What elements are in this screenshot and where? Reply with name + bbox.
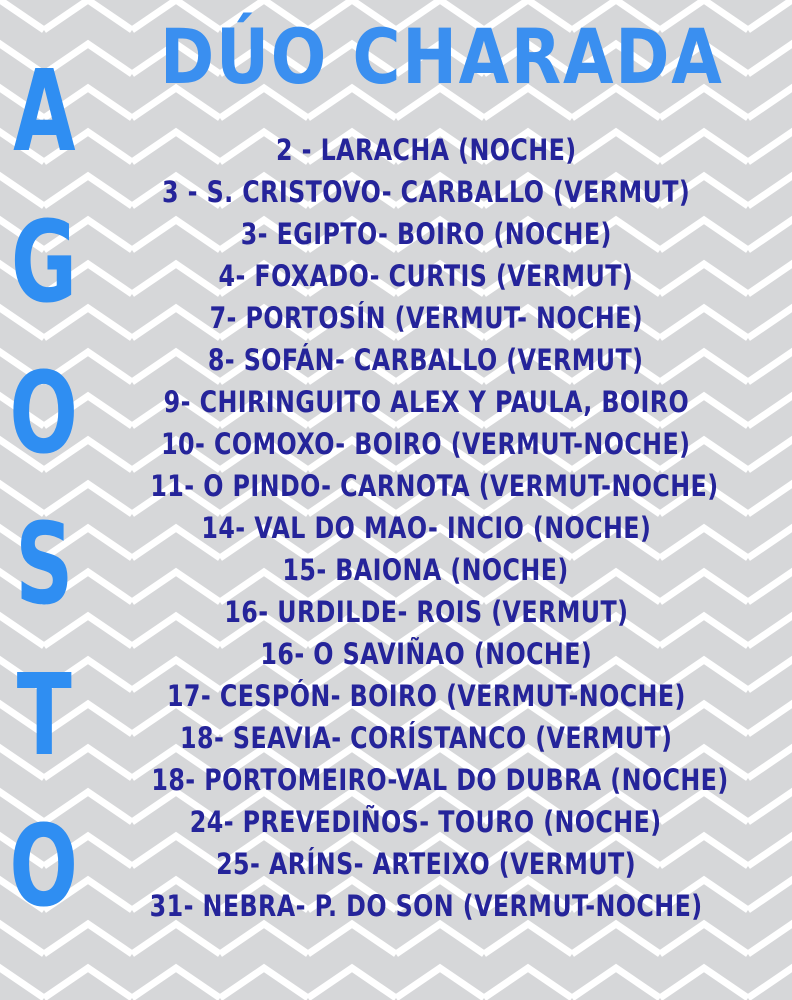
event-item: 16- O SAVIÑAO (NOCHE) bbox=[260, 637, 592, 671]
event-item: 10- COMOXO- BOIRO (VERMUT-NOCHE) bbox=[161, 427, 691, 461]
chevron-stripe bbox=[132, 924, 220, 954]
event-item: 11- O PINDO- CARNOTA (VERMUT-NOCHE) bbox=[150, 469, 719, 503]
chevron-stripe bbox=[0, 968, 44, 998]
chevron-stripe bbox=[0, 0, 44, 30]
chevron-stripe bbox=[44, 0, 132, 30]
chevron-stripe bbox=[572, 968, 660, 998]
chevron-stripe bbox=[572, 924, 660, 954]
month-letter: T bbox=[16, 651, 72, 781]
chevron-stripe bbox=[748, 924, 792, 954]
chevron-stripe bbox=[396, 924, 484, 954]
chevron-stripe bbox=[484, 968, 572, 998]
band-title: DÚO CHARADA bbox=[160, 12, 724, 101]
event-item: 17- CESPÓN- BOIRO (VERMUT-NOCHE) bbox=[166, 679, 686, 713]
month-letter: S bbox=[14, 500, 74, 630]
chevron-stripe bbox=[748, 88, 792, 118]
month-letter: O bbox=[9, 802, 79, 932]
event-item: 2 - LARACHA (NOCHE) bbox=[275, 133, 577, 167]
chevron-stripe bbox=[220, 968, 308, 998]
month-letter: G bbox=[10, 198, 78, 328]
chevron-stripe bbox=[220, 924, 308, 954]
event-item: 25- ARÍNS- ARTEIXO (VERMUT) bbox=[216, 847, 636, 881]
event-item: 31- NEBRA- P. DO SON (VERMUT-NOCHE) bbox=[149, 889, 703, 923]
event-item: 14- VAL DO MAO- INCIO (NOCHE) bbox=[201, 511, 651, 545]
event-item: 8- SOFÁN- CARBALLO (VERMUT) bbox=[208, 343, 644, 377]
event-item: 15- BAIONA (NOCHE) bbox=[282, 553, 570, 587]
event-item: 16- URDILDE- ROIS (VERMUT) bbox=[223, 595, 629, 629]
event-item: 7- PORTOSÍN (VERMUT- NOCHE) bbox=[209, 301, 643, 335]
chevron-stripe bbox=[308, 968, 396, 998]
chevron-stripe bbox=[748, 44, 792, 74]
event-item: 24- PREVEDIÑOS- TOURO (NOCHE) bbox=[190, 805, 662, 839]
chevron-stripe bbox=[44, 968, 132, 998]
chevron-stripe bbox=[308, 924, 396, 954]
event-item: 9- CHIRINGUITO ALEX Y PAULA, BOIRO bbox=[163, 385, 689, 419]
event-item: 18- SEAVIA- CORÍSTANCO (VERMUT) bbox=[179, 721, 673, 755]
event-item: 4- FOXADO- CURTIS (VERMUT) bbox=[218, 259, 634, 293]
event-item: 18- PORTOMEIRO-VAL DO DUBRA (NOCHE) bbox=[151, 763, 729, 797]
chevron-stripe bbox=[748, 0, 792, 30]
month-letter: O bbox=[9, 349, 79, 479]
event-item: 3 - S. CRISTOVO- CARBALLO (VERMUT) bbox=[161, 175, 691, 209]
month-vertical-label bbox=[0, 47, 88, 932]
chevron-stripe bbox=[748, 968, 792, 998]
chevron-stripe bbox=[660, 968, 748, 998]
chevron-stripe bbox=[132, 968, 220, 998]
chevron-stripe bbox=[484, 924, 572, 954]
month-letter: A bbox=[12, 47, 76, 177]
chevron-stripe bbox=[660, 924, 748, 954]
event-item: 3- EGIPTO- BOIRO (NOCHE) bbox=[240, 217, 612, 251]
event-list bbox=[88, 129, 764, 927]
chevron-stripe bbox=[396, 968, 484, 998]
